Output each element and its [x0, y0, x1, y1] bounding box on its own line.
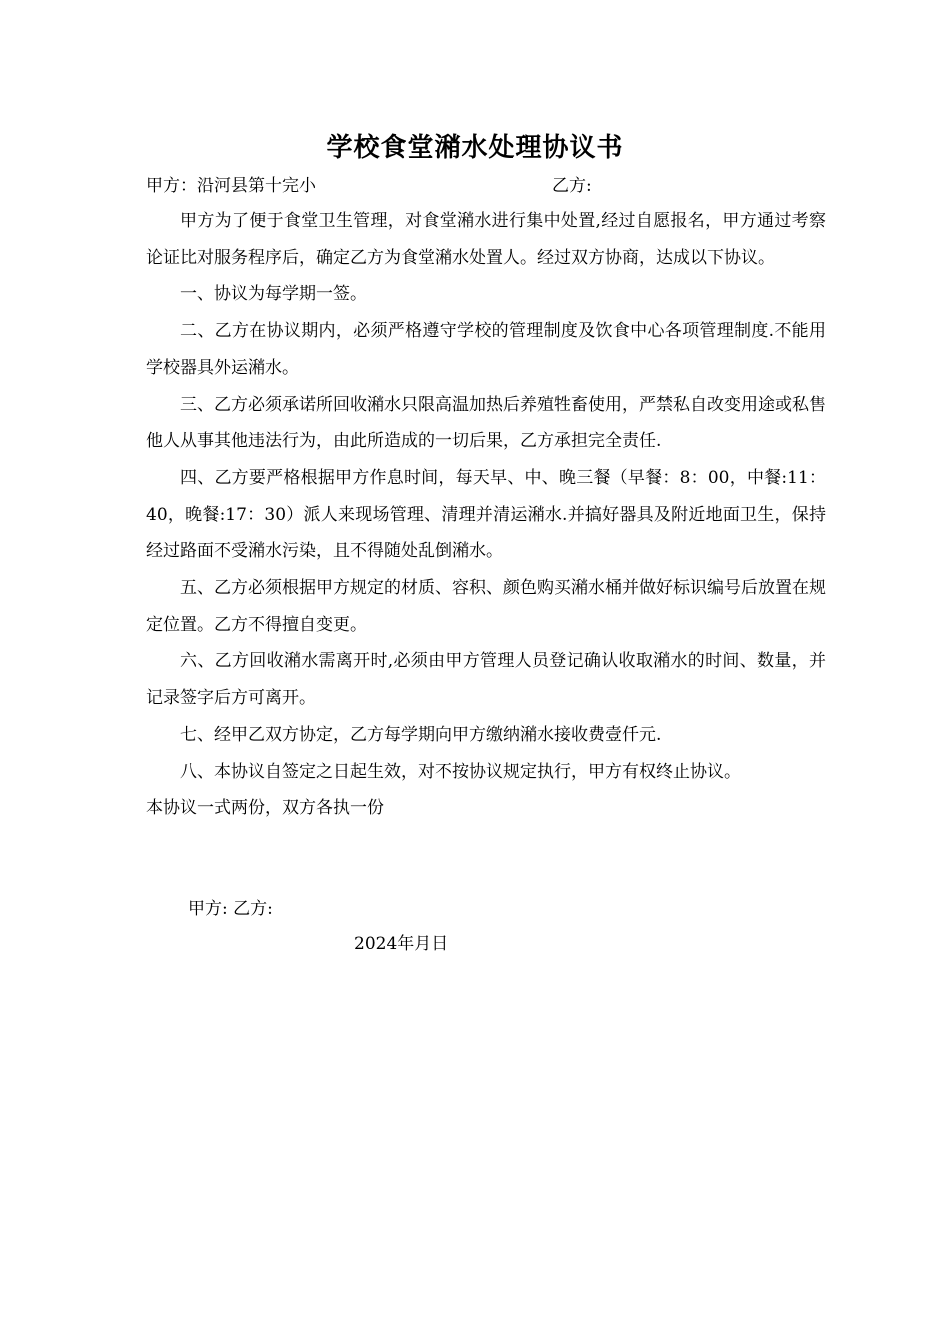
date-line: 2024年月日	[354, 934, 449, 954]
intro-paragraph: 甲方为了便于食堂卫生管理，对食堂潲水进行集中处置,经过自愿报名，甲方通过考察论证比对服务程序后，确定乙方为食堂潲水处置人。经过双方协商，达成以下协议。	[146, 211, 826, 268]
clause-3: 三、乙方必须承诺所回收潲水只限高温加热后养殖牲畜使用，严禁私自改变用途或私售他人从事其他违法行为，由此所造成的一切后果，乙方承担完全责任.	[146, 394, 826, 452]
agreement-body	[146, 203, 826, 827]
clause-8: 八、本协议自签定之日起生效，对不按协议规定执行，甲方有权终止协议。	[180, 761, 741, 782]
signature-line: 甲方: 乙方:	[188, 899, 273, 919]
parties-line	[146, 172, 826, 200]
clause-2: 二、乙方在协议期内，必须严格遵守学校的管理制度及饮食中心各项管理制度.不能用学校器具外运潲水。	[146, 321, 826, 378]
clause-1: 一、协议为每学期一签。	[180, 284, 367, 305]
clause-6: 六、乙方回收潲水需离开时,必须由甲方管理人员登记确认收取潲水的时间、数量，并记录签字后方可离开。	[146, 651, 826, 709]
party-a-label: 甲方：沿河县第十完小	[146, 176, 316, 196]
clause-4: 四、乙方要严格根据甲方作息时间，每天早、中、晚三餐（早餐：8：00，中餐:11：40，晚餐:17：30）派人来现场管理、清理并清运潲水.并搞好器具及附近地面卫生，保持经过路面不受潲水污染，且不得随处乱倒潲水。	[146, 467, 826, 562]
clause-5: 五、乙方必须根据甲方规定的材质、容积、颜色购买潲水桶并做好标识编号后放置在规定位置。乙方不得擅自变更。	[146, 578, 826, 635]
document-title: 学校食堂潲水处理协议书	[326, 133, 624, 163]
clause-7: 七、经甲乙双方协定，乙方每学期向甲方缴纳潲水接收费壹仟元.	[180, 724, 662, 745]
party-b-label: 乙方:	[552, 176, 592, 196]
closing-statement: 本协议一式两份，双方各执一份	[146, 798, 384, 819]
